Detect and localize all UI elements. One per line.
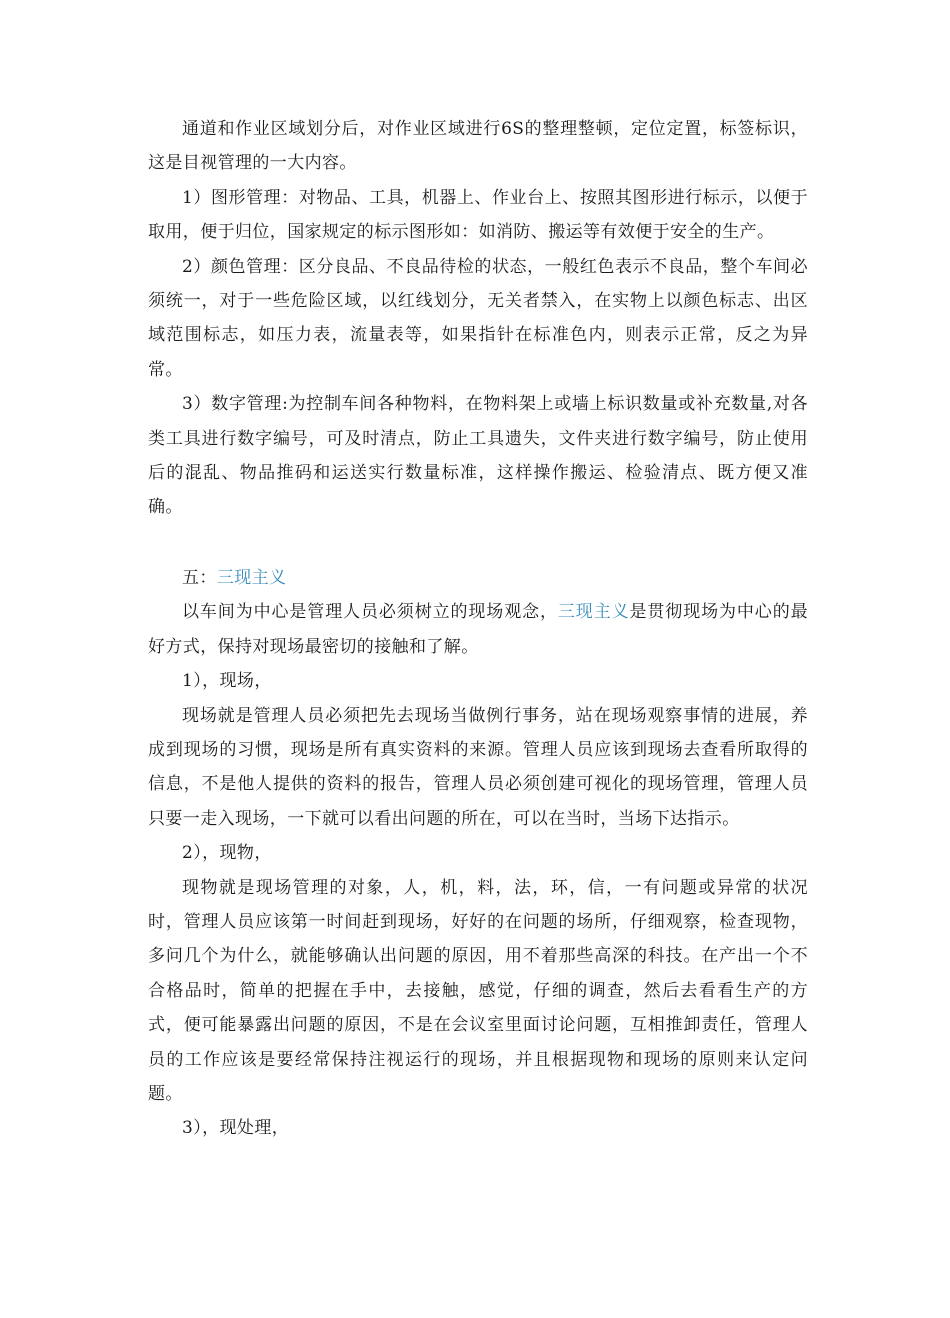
paragraph-san-xian-intro: [148, 595, 808, 664]
paragraph-color-management: 2）颜色管理：区分良品、不良品待检的状态，一般红色表示不良品，整个车间必须统一，对于一些危险区域，以红线划分，无关者禁入，在实物上以颜色标志、出区域范围标志，如压力表，流量表等，如果指针在标准色内，则表示正常，反之为异常。: [148, 256, 808, 380]
subheading-xian-chu-li: 3），现处理，: [182, 1118, 290, 1139]
san-xian-zhu-yi-inline-link[interactable]: 三现主义: [557, 602, 630, 623]
document-body: [148, 112, 808, 1146]
paragraph-xian-wu: 现物就是现场管理的对象，人，机，料，法，环，信，一有问题或异常的状况时，管理人员应该第一时间赶到现场，好好的在问题的场所，仔细观察，检查现物，多问几个为什么，就能够确认出问题的原因，用不着那些高深的科技。在产出一个不合格品时，简单的把握在手中，去接触，感觉，仔细的调查，然后去看看生产的方式，便可能暴露出问题的原因，不是在会议室里面讨论问题，互相推卸责任，管理人员的工作应该是要经常保持注视运行的现场，并且根据现物和现场的原则来认定问题。: [148, 877, 808, 1104]
paragraph-number-management: 3）数字管理:为控制车间各种物料，在物料架上或墙上标识数量或补充数量,对各类工具进行数字编号，可及时清点，防止工具遗失，文件夹进行数字编号，防止使用后的混乱、物品推码和运送实行数量标准，这样操作搬运、检验清点、既方便又准确。: [148, 394, 808, 518]
section-gap: [148, 525, 808, 561]
section-five-heading: [148, 561, 808, 595]
subheading-xian-wu: 2），现物，: [182, 843, 272, 864]
intro-text-after: 是贯彻现场为中心的最好方式，保持对现场最密切的接触和了解。: [148, 602, 808, 657]
intro-text-before: 以车间为中心是管理人员必须树立的现场观念，: [182, 602, 558, 623]
paragraph-6s-intro: 通道和作业区域划分后，对作业区域进行6S的整理整顿，定位定置，标签标识，这是目视管理的一大内容。: [148, 119, 808, 174]
paragraph-xian-chang: 现场就是管理人员必须把先去现场当做例行事务，站在现场观察事情的进展，养成到现场的习惯，现场是所有真实资料的来源。管理人员应该到现场去查看所取得的信息，不是他人提供的资料的报告，管理人员必须创建可视化的现场管理，管理人员只要一走入现场，一下就可以看出问题的所在，可以在当时，当场下达指示。: [148, 705, 808, 829]
paragraph-graphic-management: 1）图形管理：对物品、工具，机器上、作业台上、按照其图形进行标示，以便于取用，便于归位，国家规定的标示图形如：如消防、搬运等有效便于安全的生产。: [148, 187, 808, 243]
section-five-prefix: 五：: [182, 567, 217, 588]
subheading-xian-chang: 1），现场，: [182, 671, 272, 692]
san-xian-zhu-yi-heading-link[interactable]: 三现主义: [216, 567, 287, 588]
